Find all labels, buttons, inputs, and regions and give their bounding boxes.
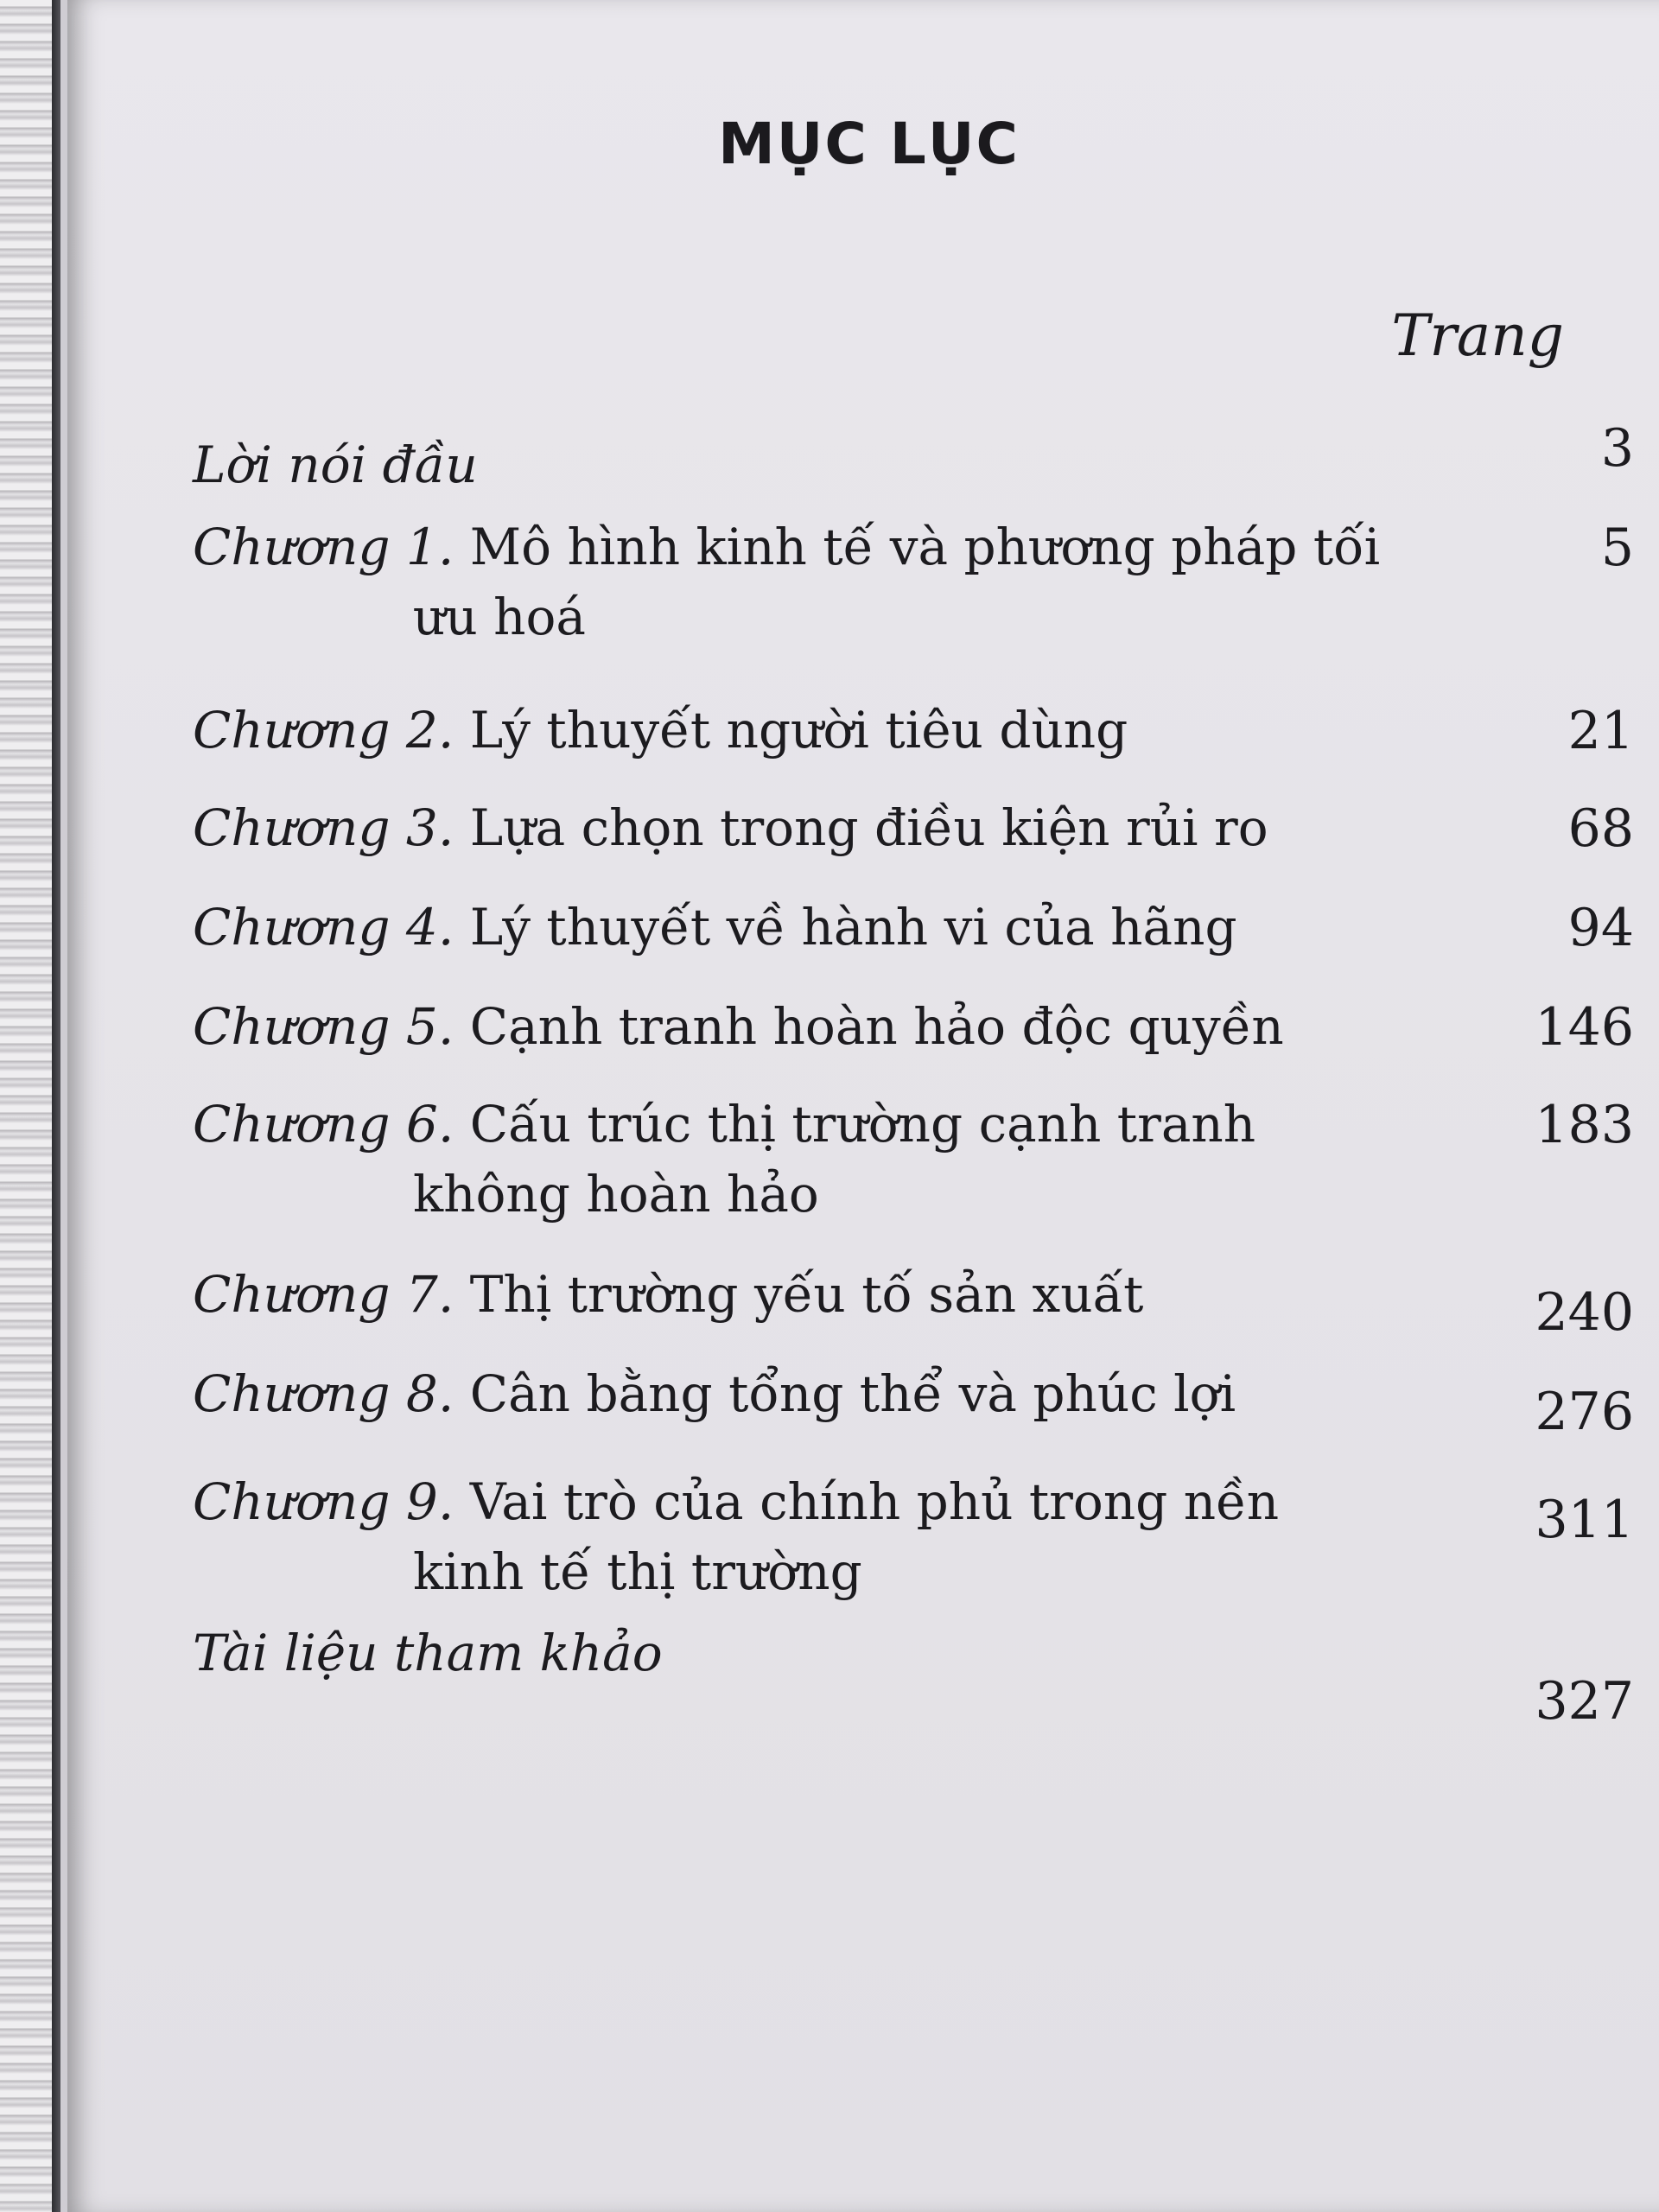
toc-entry-label (193, 1266, 1143, 1324)
toc-entry-label (193, 1473, 1279, 1600)
toc-entry-title-continued: không hoàn hảo (413, 1164, 819, 1224)
toc-entry-prefix: Chương 6. (193, 1095, 454, 1154)
page-edges (0, 0, 60, 2212)
toc-entry-page: 276 (1535, 1382, 1634, 1442)
toc-entry-prefix: Chương 5. (193, 997, 454, 1056)
toc-entry-title: Lựa chọn trong điều kiện rủi ro (469, 798, 1268, 857)
toc-entry-prefix: Chương 7. (193, 1265, 454, 1324)
toc-entry-title: Mô hình kinh tế và phương pháp tối (469, 518, 1381, 576)
toc-entry-page: 94 (1567, 898, 1634, 958)
toc-entry-page: 146 (1535, 997, 1634, 1058)
toc-entry-page: 21 (1567, 701, 1634, 761)
toc-entry-page: 240 (1535, 1282, 1634, 1343)
toc-entry-prefix: Chương 3. (193, 798, 454, 857)
toc-entry-title: Vai trò của chính phủ trong nền (469, 1472, 1280, 1531)
page-column-header: Trang (1391, 302, 1564, 369)
toc-entry-title: Lý thuyết về hành vi của hãng (469, 898, 1237, 957)
toc-entry-label (193, 702, 1128, 760)
toc-entry-page: 311 (1535, 1490, 1634, 1550)
toc-entry-prefix: Chương 4. (193, 898, 454, 957)
toc-entry-prefix: Chương 8. (193, 1364, 454, 1423)
toc-entry-title: Cấu trúc thị trường cạnh tranh (469, 1095, 1256, 1154)
toc-entry-label (193, 1096, 1255, 1223)
toc-entry-title-continued: ưu hoá (413, 587, 586, 646)
toc-entry-title: Lý thuyết người tiêu dùng (469, 701, 1128, 760)
toc-entry-prefix: Tài liệu tham khảo (193, 1624, 663, 1682)
toc-entry-title: Thị trường yếu tố sản xuất (469, 1265, 1144, 1324)
toc-entry-title: Cân bằng tổng thể và phúc lợi (469, 1364, 1236, 1423)
toc-entry-label (193, 518, 1380, 645)
toc-entry-page: 327 (1535, 1671, 1634, 1732)
toc-entry-page: 183 (1535, 1095, 1634, 1155)
toc-entry-label (193, 899, 1237, 957)
toc-entry-label (193, 436, 478, 494)
toc-entry-prefix: Chương 9. (193, 1472, 454, 1531)
toc-entry-page: 5 (1600, 518, 1634, 578)
page-title: MỤC LỤC (718, 111, 1020, 177)
toc-entry-page: 68 (1567, 798, 1634, 859)
book-page (67, 0, 1659, 2212)
toc-entry-prefix: Chương 2. (193, 701, 454, 760)
toc-entry-title-continued: kinh tế thị trường (413, 1541, 862, 1601)
toc-entry-page: 3 (1600, 418, 1634, 479)
toc-entry-prefix: Chương 1. (193, 518, 454, 576)
toc-entry-prefix: Lời nói đầu (193, 435, 478, 494)
toc-entry-label (193, 799, 1268, 857)
toc-entry-title: Cạnh tranh hoàn hảo độc quyền (469, 997, 1284, 1056)
toc-entry-label (193, 998, 1284, 1056)
toc-entry-label (193, 1365, 1236, 1423)
toc-entry-label (193, 1624, 663, 1682)
